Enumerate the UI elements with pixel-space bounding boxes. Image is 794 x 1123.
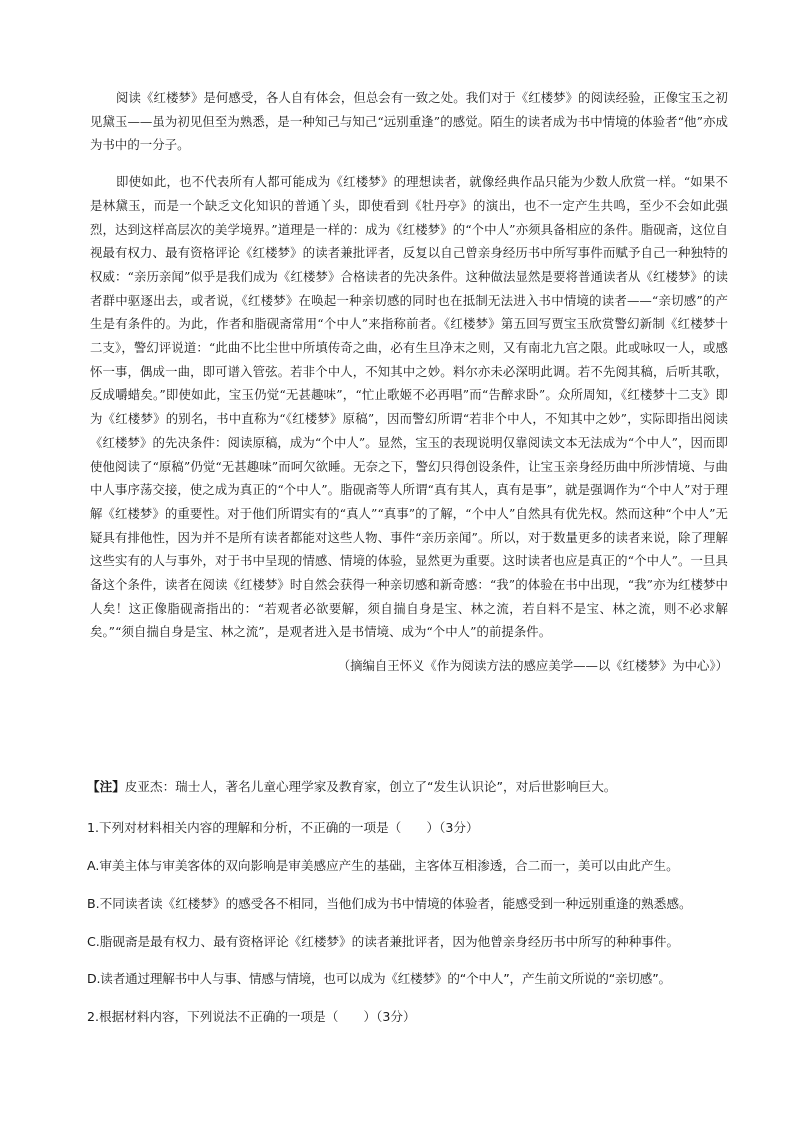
note-text: 皮亚杰：瑞士人，著名儿童心理学家及教育家，创立了“发生认识论”，对后世影响巨大。 (124, 779, 617, 794)
question-1-option-d[interactable]: D.读者通过理解书中人与事、情感与情境，也可以成为《红楼梦》的“个中人”，产生前文所说的“亲切感”。 (87, 971, 671, 986)
question-1-option-c[interactable]: C.脂砚斋是最有权力、最有资格评论《红楼梦》的读者兼批评者，因为他曾亲身经历书中所写的种种事件。 (87, 934, 680, 949)
footnote (87, 776, 747, 798)
question-1-stem: 1.下列对材料相关内容的理解和分析，不正确的一项是（ ）（3分） (87, 820, 479, 835)
note-tag: 【注】 (87, 779, 125, 794)
question-1-option-b[interactable]: B.不同读者读《红楼梦》的感受各不相同，当他们成为书中情境的体验者，能感受到一种远别重逢的熟悉感。 (87, 896, 692, 911)
passage-paragraph-1: 阅读《红楼梦》是何感受，各人自有体会，但总会有一致之处。我们对于《红楼梦》的阅读经验，正像宝玉之初见黛玉——虽为初见但至为熟悉，是一种知己与知己“远别重逢”的感觉。陌生的读者成为书中情境的体验者“他”亦成为书中的一分子。 (90, 90, 728, 153)
question-1-option-a[interactable]: A.审美主体与审美客体的双向影响是审美感应产生的基础，主客体互相渗透，合二而一，美可以由此产生。 (87, 858, 679, 873)
passage-citation: （摘编自王怀义《作为阅读方法的感应美学——以《红楼梦》为中心》） (337, 658, 728, 674)
reading-passage (90, 86, 728, 678)
passage-paragraph-2: 即使如此，也不代表所有人都可能成为《红楼梦》的理想读者，就像经典作品只能为少数人欣赏一样。“如果不是林黛玉，而是一个缺乏文化知识的普通丫头，即使看到《牡丹亭》的演出，也不一定产生共鸣，至少不会如此强烈，达到这样高层次的美学境界。”道理是一样的：成为《红楼梦》的“个中人”亦须具备相应的条件。脂砚斋，这位自视最有权力、最有资格评论《红楼梦》的读者兼批评者，反复以自己曾亲身经历书中所写事件而赋予自己一种独特的权威：“亲历亲闻”似乎是我们成为《红楼梦》合格读者的先决条件。这种做法显然是要将普通读者从《红楼梦》的读者群中驱逐出去，或者说，《红楼梦》在唤起一种亲切感的同时也在抵制无法进入书中情境的读者——“亲切感”的产生是有条件的。为此，作者和脂砚斋常用“个中人”来指称前者。《红楼梦》第五回写贾宝玉欣赏警幻新制《红楼梦十二支》，警幻评说道：“此曲不比尘世中所填传奇之曲，必有生旦净末之则，又有南北九宫之限。此或咏叹一人，或感怀一事，偶成一曲，即可谱入管弦。若非个中人，不知其中之妙。料尔亦未必深明此调。若不先阅其稿，后听其歌，反成嚼蜡矣。”即使如此，宝玉仍觉“无甚趣味”，“忙止歌姬不必再唱”而“告醉求卧”。众所周知，《红楼梦十二支》即为《红楼梦》的别名，书中直称为“《红楼梦》原稿”，因而警幻所谓“若非个中人，不知其中之妙”，实际即指出阅读《红楼梦》的先决条件：阅读原稿，成为“个中人”。显然，宝玉的表现说明仅靠阅读文本无法成为“个中人”，因而即使他阅读了“原稿”仍觉“无甚趣味”而呵欠欲睡。无奈之下，警幻只得创设条件，让宝玉亲身经历曲中所涉情境、与曲中人事序荡交接，使之成为真正的“个中人”。脂砚斋等人所谓“真有其人，真有是事”，就是强调作为“个中人”对于理解《红楼梦》的重要性。对于他们所谓实有的“真人”“真事”的了解，“个中人”自然具有优先权。然而这种“个中人”无疑具有排他性，因为并不是所有读者都能对这些人物、事件“亲历亲闻”。所以，对于数量更多的读者来说，除了理解这些实有的人与事外，对于书中呈现的情感、情境的体验，显然更为重要。这时读者也应是真正的“个中人”。一旦具备这个条件，读者在阅读《红楼梦》时自然会获得一种亲切感和新奇感：“我”的体验在书中出现，“我”亦为红楼梦中人矣！这正像脂砚斋指出的：“若观者必欲要解，须自揣自身是宝、林之流，若自料不是宝、林之流，则不必求解矣。”“须自揣自身是宝、林之流”，是观者进入是书情境、成为“个中人”的前提条件。 (90, 174, 728, 640)
question-2-stem: 2.根据材料内容，下列说法不正确的一项是（ ）（3分） (87, 1009, 416, 1024)
